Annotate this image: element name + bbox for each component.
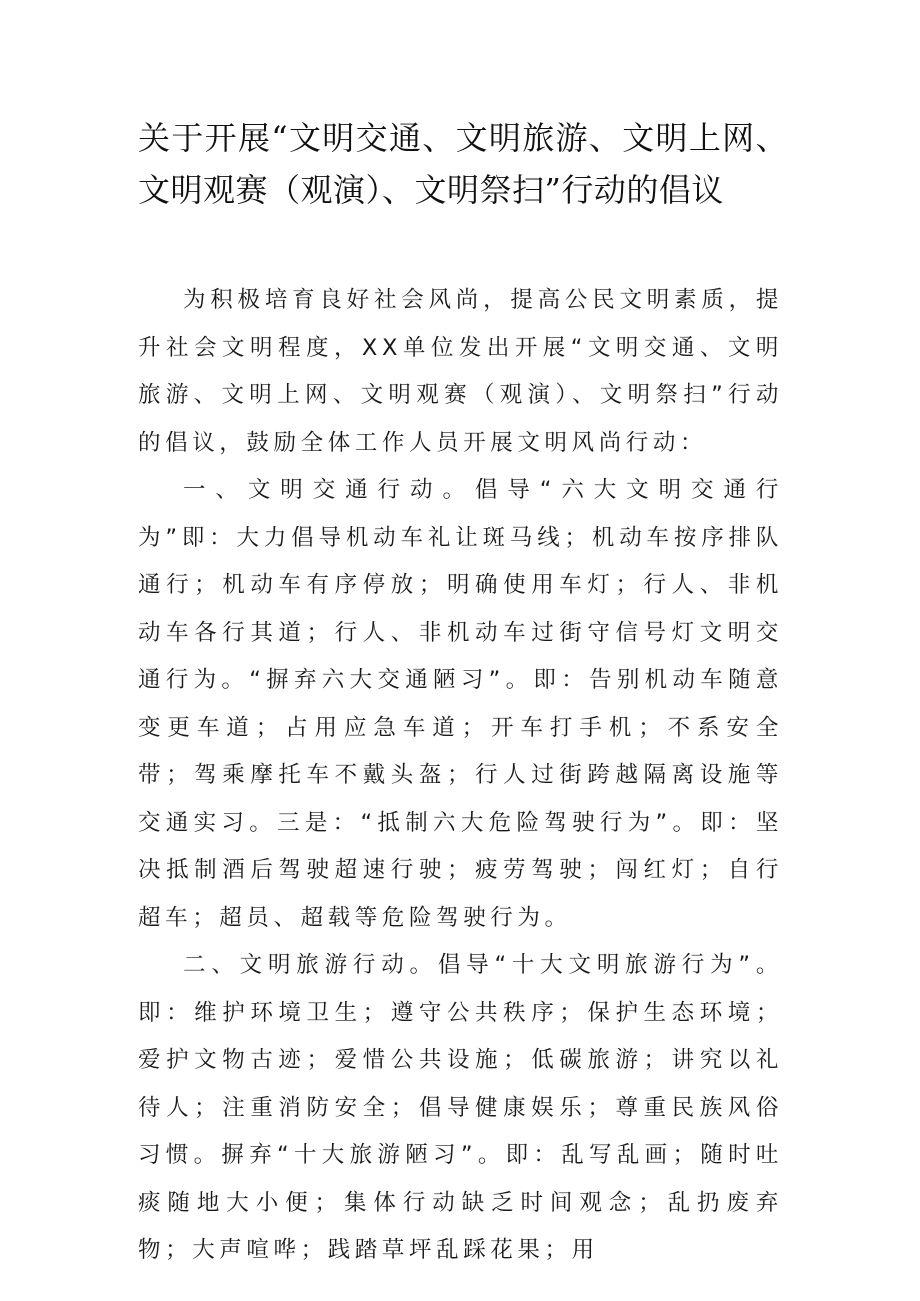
paragraph-civilized-tourism: 二、文明旅游行动。倡导“十大文明旅游行为”。即：维护环境卫生；遵守公共秩序；保护生态环境；爱护文物古迹；爱惜公共设施；低碳旅游；讲究以礼待人；注重消防安全；倡导健康娱乐；尊重民族风俗习惯。摒弃“十大旅游陋习”。即：乱写乱画；随时吐痰随地大小便；集体行动缺乏时间观念；乱扔废弃物；大声喧哗；践踏草坪乱踩花果；用: [138, 952, 783, 1263]
paragraph-civilized-traffic: 一、文明交通行动。倡导“六大文明交通行为”即：大力倡导机动车礼让斑马线；机动车按序排队通行；机动车有序停放；明确使用车灯；行人、非机动车各行其道；行人、非机动车过街守信号灯文明交通行为。“摒弃六大交通陋习”。即：告别机动车随意变更车道；占用应急车道；开车打手机；不系安全带；驾乘摩托车不戴头盔；行人过街跨越隔离设施等交通实习。三是：“抵制六大危险驾驶行为”。即：坚决抵制酒后驾驶超速行驶；疲劳驾驶；闯红灯；自行超车；超员、超载等危险驾驶行为。: [138, 477, 783, 931]
document-body: [138, 277, 783, 1275]
document-title: 关于开展“文明交通、文明旅游、文明上网、文明观赛（观演）、文明祭扫”行动的倡议: [138, 119, 788, 209]
paragraph-intro: 为积极培育良好社会风尚，提高公民文明素质，提升社会文明程度，XX单位发出开展“文明交通、文明旅游、文明上网、文明观赛（观演）、文明祭扫”行动的倡议，鼓励全体工作人员开展文明风尚行动：: [138, 287, 783, 456]
